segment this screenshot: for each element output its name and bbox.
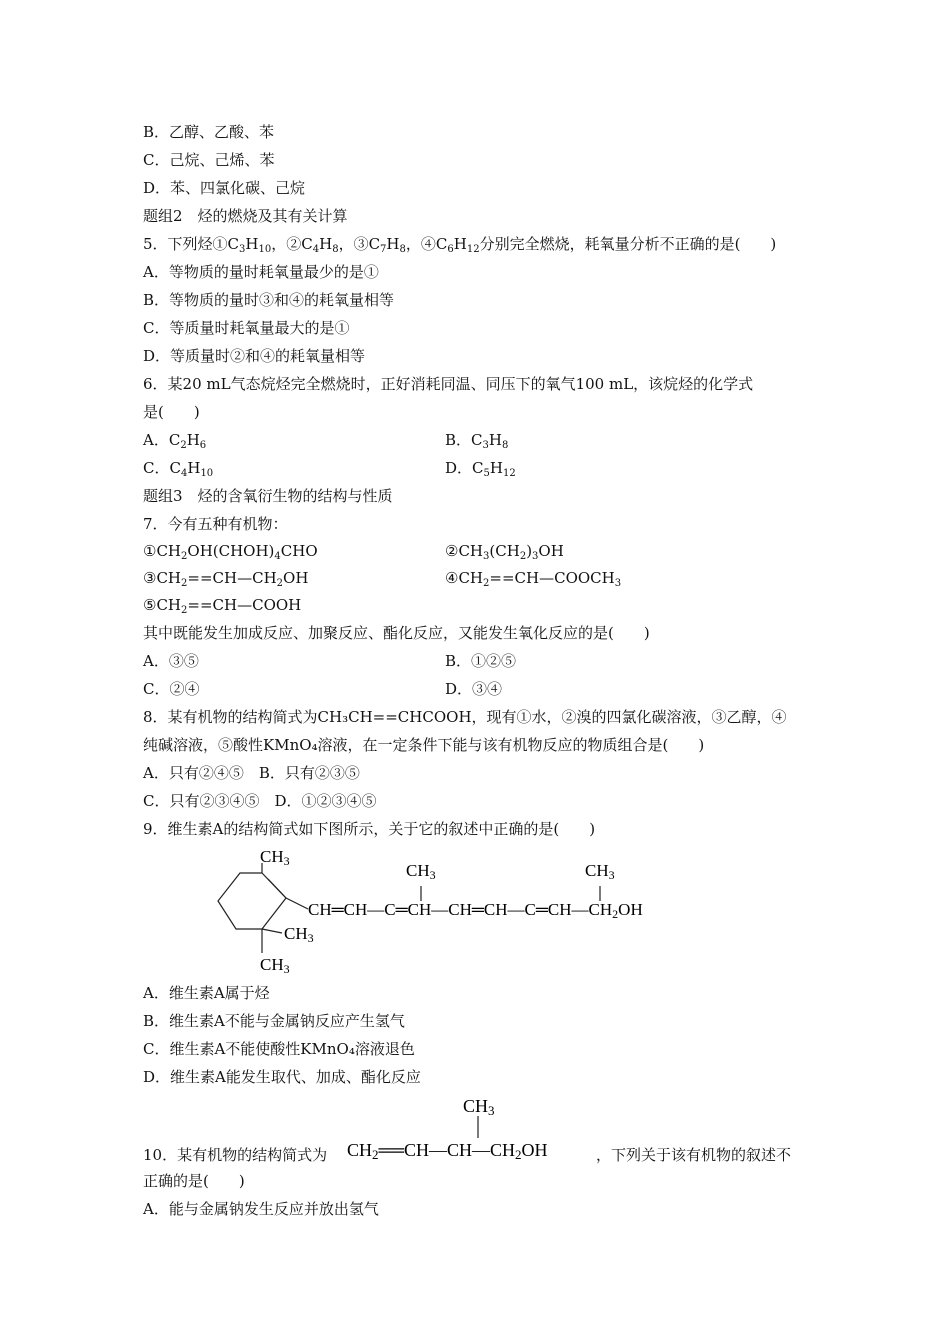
q5-option-b: B．等物质的量时③和④的耗氧量相等	[143, 291, 395, 309]
q10-main-chain: CH2══CH—CH—CH2OH	[347, 1140, 548, 1162]
q4-option-d: D．苯、四氯化碳、己烷	[143, 179, 306, 197]
q8-stem-line1: 8．某有机物的结构简式为CH₃CH==CHCOOH，现有①水，②溴的四氯化碳溶液，③乙醇，④	[143, 708, 787, 726]
group-3-heading: 题组3 烃的含氧衍生物的结构与性质	[143, 487, 393, 505]
chain-methyl-1: CH3	[406, 861, 436, 882]
q7-option-b: B．①②⑤	[445, 652, 517, 670]
q7-question: 其中既能发生加成反应、加聚反应、酯化反应，又能发生氧化反应的是( )	[143, 624, 650, 642]
q6-option-d: D．$C_5H_{12}$	[445, 459, 516, 479]
ring-methyl-bottom: CH3	[260, 955, 290, 975]
ring-methyl-top: CH3	[260, 847, 290, 868]
chain-methyl-2: CH3	[585, 861, 615, 882]
q7-stem: 7．今有五种有机物：	[143, 515, 288, 533]
q7-option-a: A．③⑤	[143, 652, 199, 670]
q6-stem-line2: 是( )	[143, 403, 200, 421]
q8-stem-line2: 纯碱溶液，⑤酸性KMnO₄溶液，在一定条件下能与该有机物反应的物质组合是( )	[143, 736, 705, 754]
q7-compound-2: $②CH_3(CH_2)_3OH$	[445, 542, 564, 562]
q5-option-a: A．等物质的量时耗氧量最少的是①	[143, 263, 379, 281]
q7-compound-5: $⑤CH_2==CH—COOH$	[143, 596, 302, 616]
q9-option-d: D．维生素A能发生取代、加成、酯化反应	[143, 1068, 421, 1086]
q9-option-a: A．维生素A属于烃	[143, 984, 270, 1002]
q6-option-b: B．$C_3H_8$	[445, 431, 509, 451]
q7-compound-3: $③CH_2==CH—CH_2OH$	[143, 569, 309, 589]
polyene-chain: CH═CH—C═CH—CH═CH—C═CH—CH2OH	[308, 900, 643, 921]
q8-options-cd: C．只有②③④⑤ D．①②③④⑤	[143, 792, 377, 810]
q10-methyl: CH3	[463, 1096, 495, 1118]
q4-option-b: B．乙醇、乙酸、苯	[143, 123, 275, 141]
q7-compound-4: $④CH_2==CH—COOCH_3$	[445, 569, 622, 589]
q7-option-c: C．②④	[143, 680, 200, 698]
q10-structure	[345, 1092, 595, 1162]
q5-stem: 5．下列烃$①C_3H_{10}$，$②C_4H_8$，$③C_7H_8$，$④C_6H_{12}$分别完全燃烧，耗氧量分析不正确的是( )	[143, 235, 777, 255]
q10-stem-line2: 正确的是( )	[143, 1172, 245, 1190]
vitamin-a-structure	[210, 843, 750, 975]
q10-option-a: A．能与金属钠发生反应并放出氢气	[143, 1200, 379, 1218]
q5-option-d: D．等质量时②和④的耗氧量相等	[143, 347, 366, 365]
ring-methyl-right: CH3	[284, 924, 314, 945]
q6-option-c: C．$C_4H_{10}$	[143, 459, 214, 479]
q9-option-c: C．维生素A不能使酸性KMnO₄溶液退色	[143, 1040, 415, 1058]
q7-option-d: D．③④	[445, 680, 503, 698]
q10-stem-a: 10．某有机物的结构简式为	[143, 1146, 328, 1164]
q10-stem-b: ，下列关于该有机物的叙述不	[596, 1146, 792, 1164]
q7-compound-1: $①CH_2OH(CHOH)_4CHO$	[143, 542, 318, 562]
q6-option-a: A．$C_2H_6$	[143, 431, 207, 451]
group-2-heading: 题组2 烃的燃烧及其有关计算	[143, 207, 348, 225]
q9-option-b: B．维生素A不能与金属钠反应产生氢气	[143, 1012, 405, 1030]
q5-option-c: C．等质量时耗氧量最大的是①	[143, 319, 350, 337]
q9-stem: 9．维生素A的结构简式如下图所示，关于它的叙述中正确的是( )	[143, 820, 596, 838]
q8-options-ab: A．只有②④⑤ B．只有②③⑤	[143, 764, 360, 782]
q6-stem-line1: 6．某20 mL气态烷烃完全燃烧时，正好消耗同温、同压下的氧气100 mL，该烷烃的化学式	[143, 375, 754, 393]
q4-option-c: C．己烷、己烯、苯	[143, 151, 275, 169]
